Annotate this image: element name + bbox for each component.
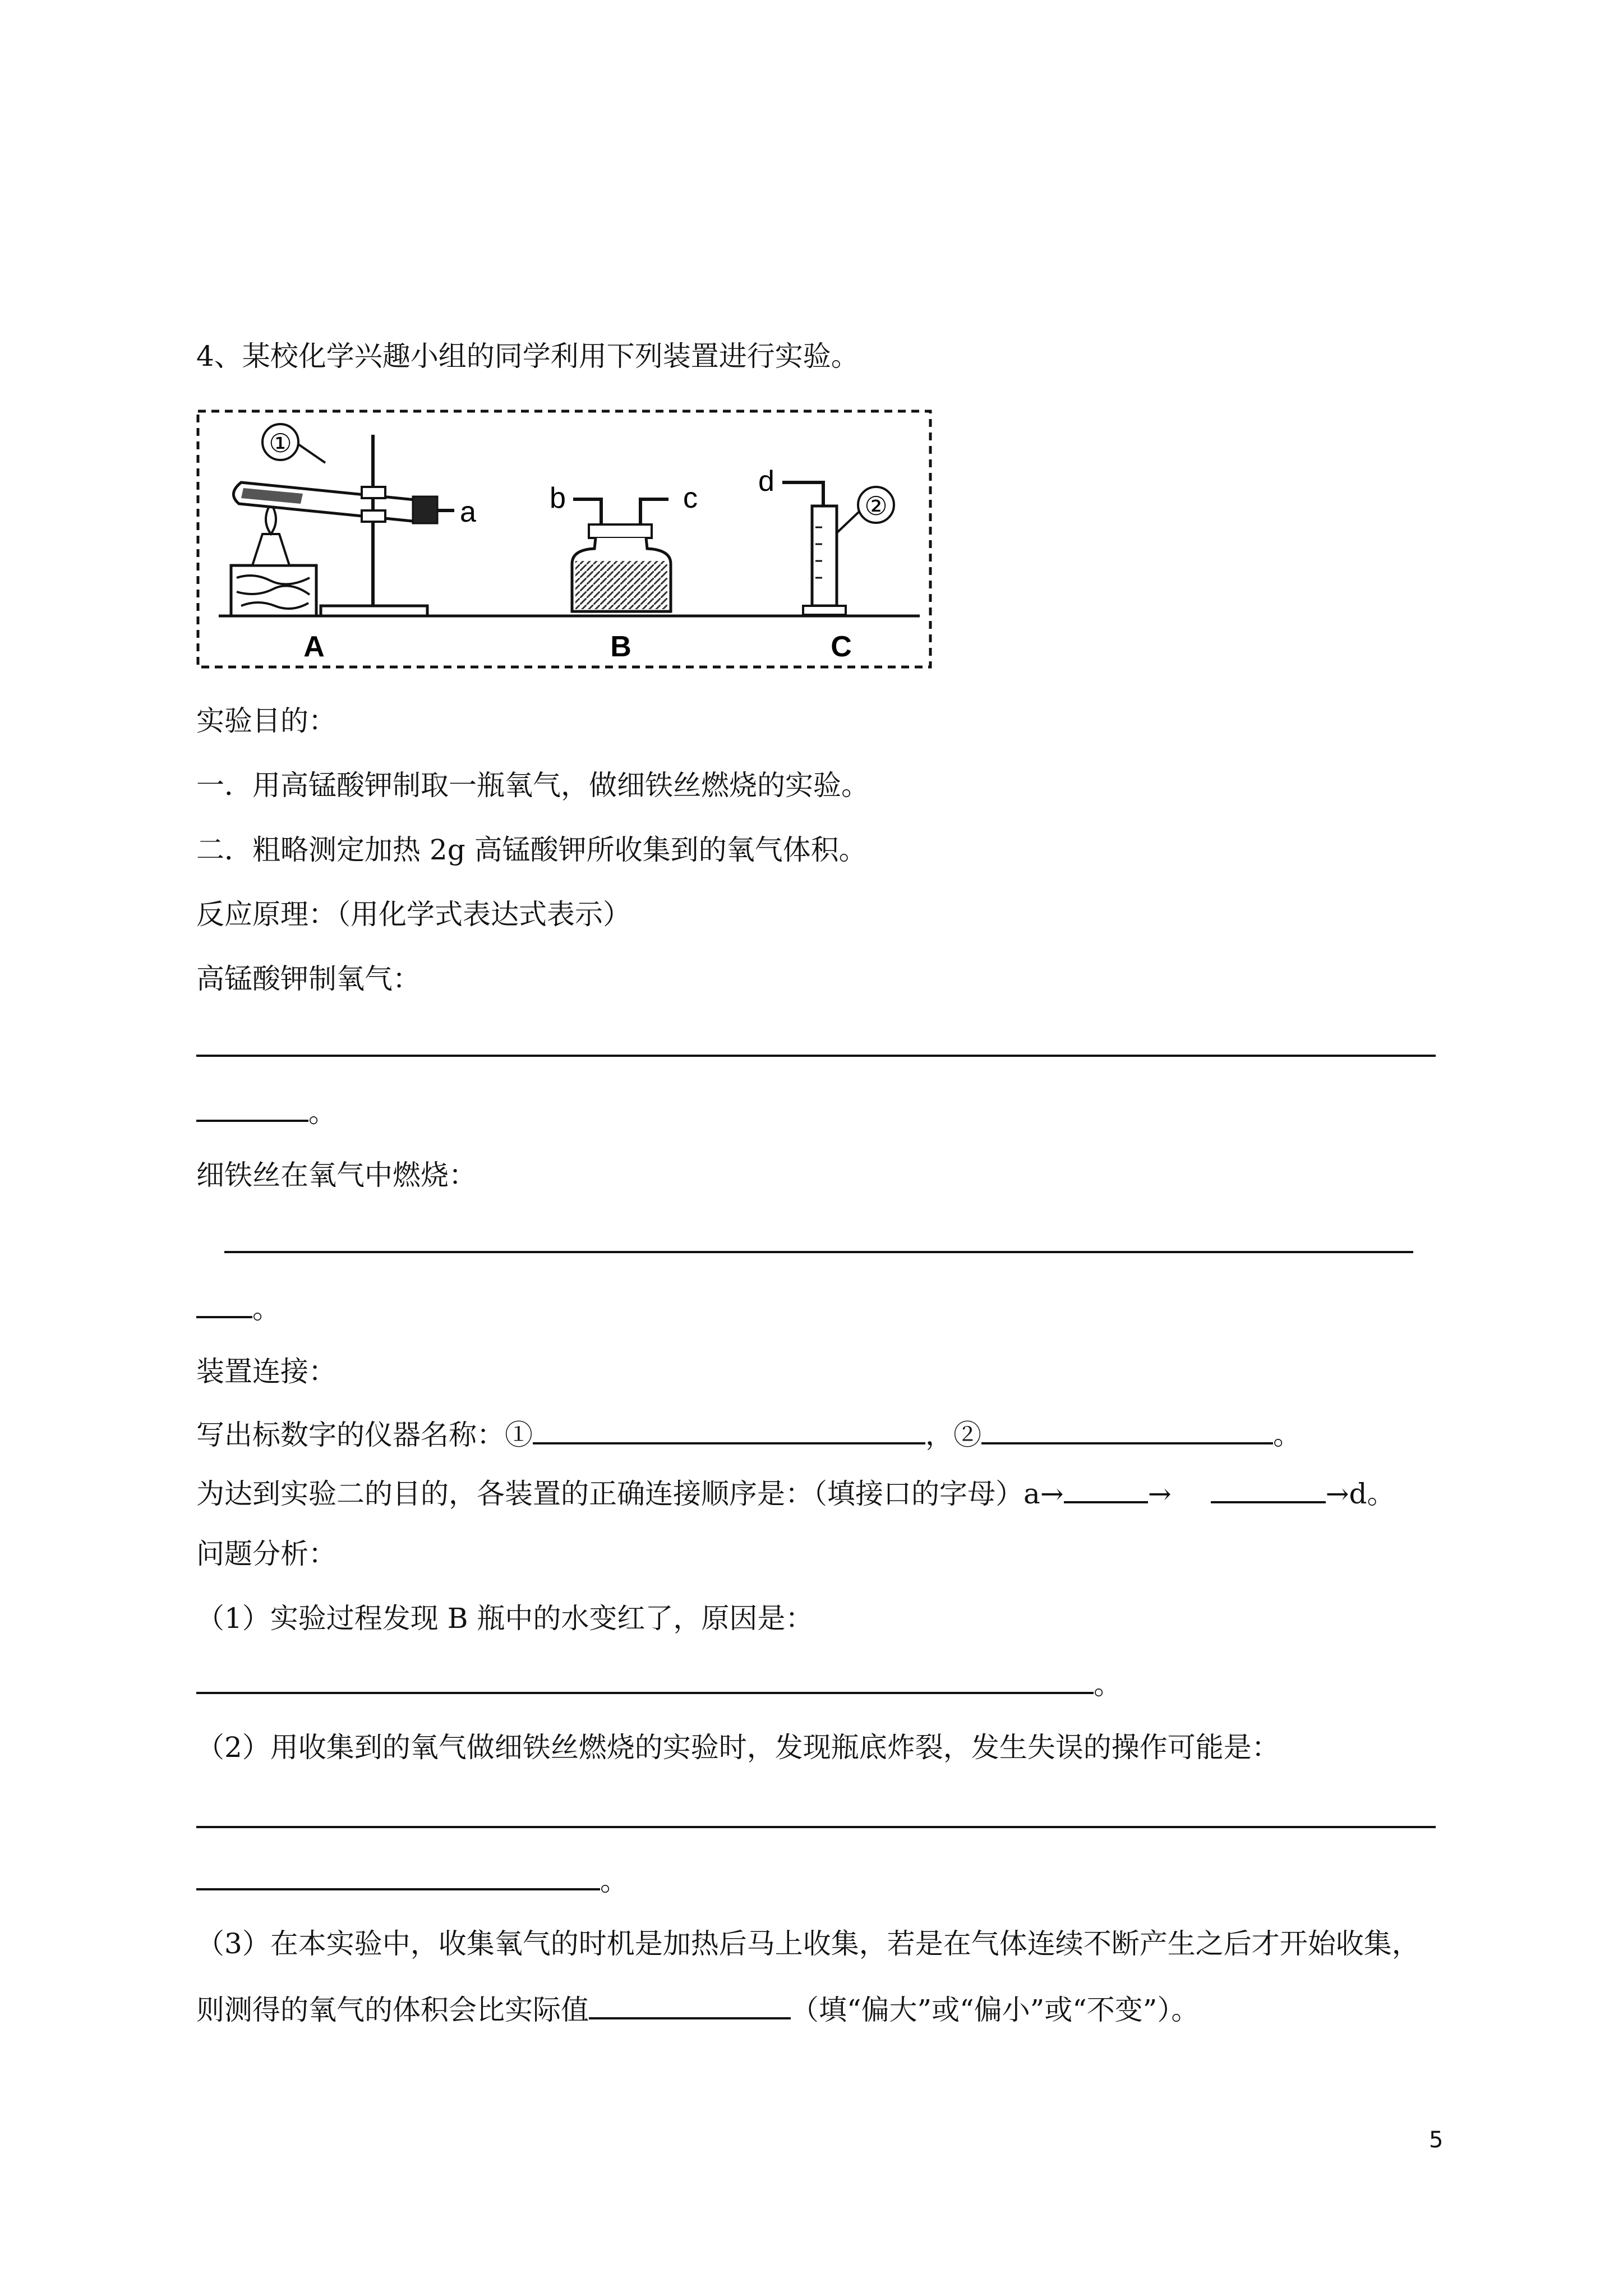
apparatus-figure bbox=[196, 409, 932, 669]
iron-answer-line[interactable] bbox=[224, 1251, 1413, 1253]
port-b-label: b bbox=[550, 482, 566, 514]
test-tube bbox=[233, 482, 421, 522]
purpose-1: 一．用高锰酸钾制取一瓶氧气，做细铁丝燃烧的实验。 bbox=[196, 769, 869, 802]
circle-1-label: ① bbox=[269, 429, 292, 458]
label-C: C bbox=[831, 631, 852, 663]
pointer-1 bbox=[298, 444, 325, 463]
apparatus-a-group bbox=[231, 424, 476, 663]
apparatus-b-group bbox=[550, 482, 698, 663]
question-2: （2）用收集到的氧气做细铁丝燃烧的实验时，发现瓶底炸裂，发生失误的操作可能是： bbox=[196, 1731, 1280, 1764]
clamp-upper bbox=[362, 487, 385, 498]
analysis-heading: 问题分析： bbox=[196, 1538, 336, 1570]
connect-heading: 装置连接： bbox=[196, 1355, 336, 1388]
purpose-heading: 实验目的： bbox=[196, 705, 336, 737]
label-B: B bbox=[610, 631, 631, 663]
iron-answer-tail[interactable]: 。 bbox=[196, 1290, 280, 1326]
port-d-label: d bbox=[758, 465, 774, 498]
page-number: 5 bbox=[1429, 2127, 1444, 2153]
instrument-2-blank[interactable] bbox=[981, 1416, 1273, 1444]
bottle-tubes bbox=[573, 499, 668, 527]
principle-heading: 反应原理：（用化学式表达式表示） bbox=[196, 898, 631, 931]
kmno4-answer-line[interactable] bbox=[196, 1055, 1436, 1057]
instrument-names-line: 写出标数字的仪器名称：① ，② 。 bbox=[196, 1416, 1301, 1452]
order-blank-2[interactable] bbox=[1211, 1475, 1326, 1503]
question-intro: 4、某校化学兴趣小组的同学利用下列装置进行实验。 bbox=[196, 340, 859, 372]
bottle-water bbox=[575, 561, 667, 609]
graduated-cylinder bbox=[812, 506, 837, 606]
circle-2-label: ② bbox=[864, 491, 888, 521]
pointer-2 bbox=[837, 512, 859, 533]
purpose-2: 二．粗略测定加热 2g 高锰酸钾所收集到的氧气体积。 bbox=[196, 834, 867, 866]
port-a-label: a bbox=[460, 496, 476, 528]
q2-answer-tail[interactable]: 。 bbox=[196, 1862, 628, 1898]
cylinder-base bbox=[803, 606, 846, 615]
apparatus-c-group bbox=[758, 465, 894, 663]
stand-base bbox=[321, 606, 427, 616]
kmno4-label: 高锰酸钾制氧气： bbox=[196, 963, 421, 995]
question-3-line2: 则测得的氧气的体积会比实际值 （填“偏大”或“偏小”或“不变”）。 bbox=[196, 1991, 1199, 2027]
question-3-line1: （3）在本实验中，收集氧气的时机是加热后马上收集，若是在气体连续不断产生之后才开始收集， bbox=[196, 1927, 1420, 1960]
label-A: A bbox=[303, 631, 325, 663]
connection-order-line: 为达到实验二的目的，各装置的正确连接顺序是：（填接口的字母）a→ → →d。 bbox=[196, 1475, 1395, 1511]
port-c-label: c bbox=[683, 482, 698, 514]
question-1: （1）实验过程发现 B 瓶中的水变红了，原因是： bbox=[196, 1602, 814, 1635]
rubber-stopper bbox=[413, 496, 437, 523]
iron-label: 细铁丝在氧气中燃烧： bbox=[196, 1159, 477, 1191]
instrument-1-blank[interactable] bbox=[533, 1416, 925, 1444]
kmno4-answer-tail[interactable]: 。 bbox=[196, 1094, 336, 1129]
order-blank-1[interactable] bbox=[1064, 1475, 1148, 1503]
q3-blank[interactable] bbox=[589, 1991, 791, 2019]
q2-answer-line[interactable] bbox=[196, 1826, 1436, 1828]
alcohol-lamp bbox=[252, 534, 289, 565]
bottle-stopper bbox=[589, 524, 652, 538]
clamp-lower bbox=[362, 510, 385, 522]
q1-answer[interactable]: 。 bbox=[196, 1666, 1122, 1701]
